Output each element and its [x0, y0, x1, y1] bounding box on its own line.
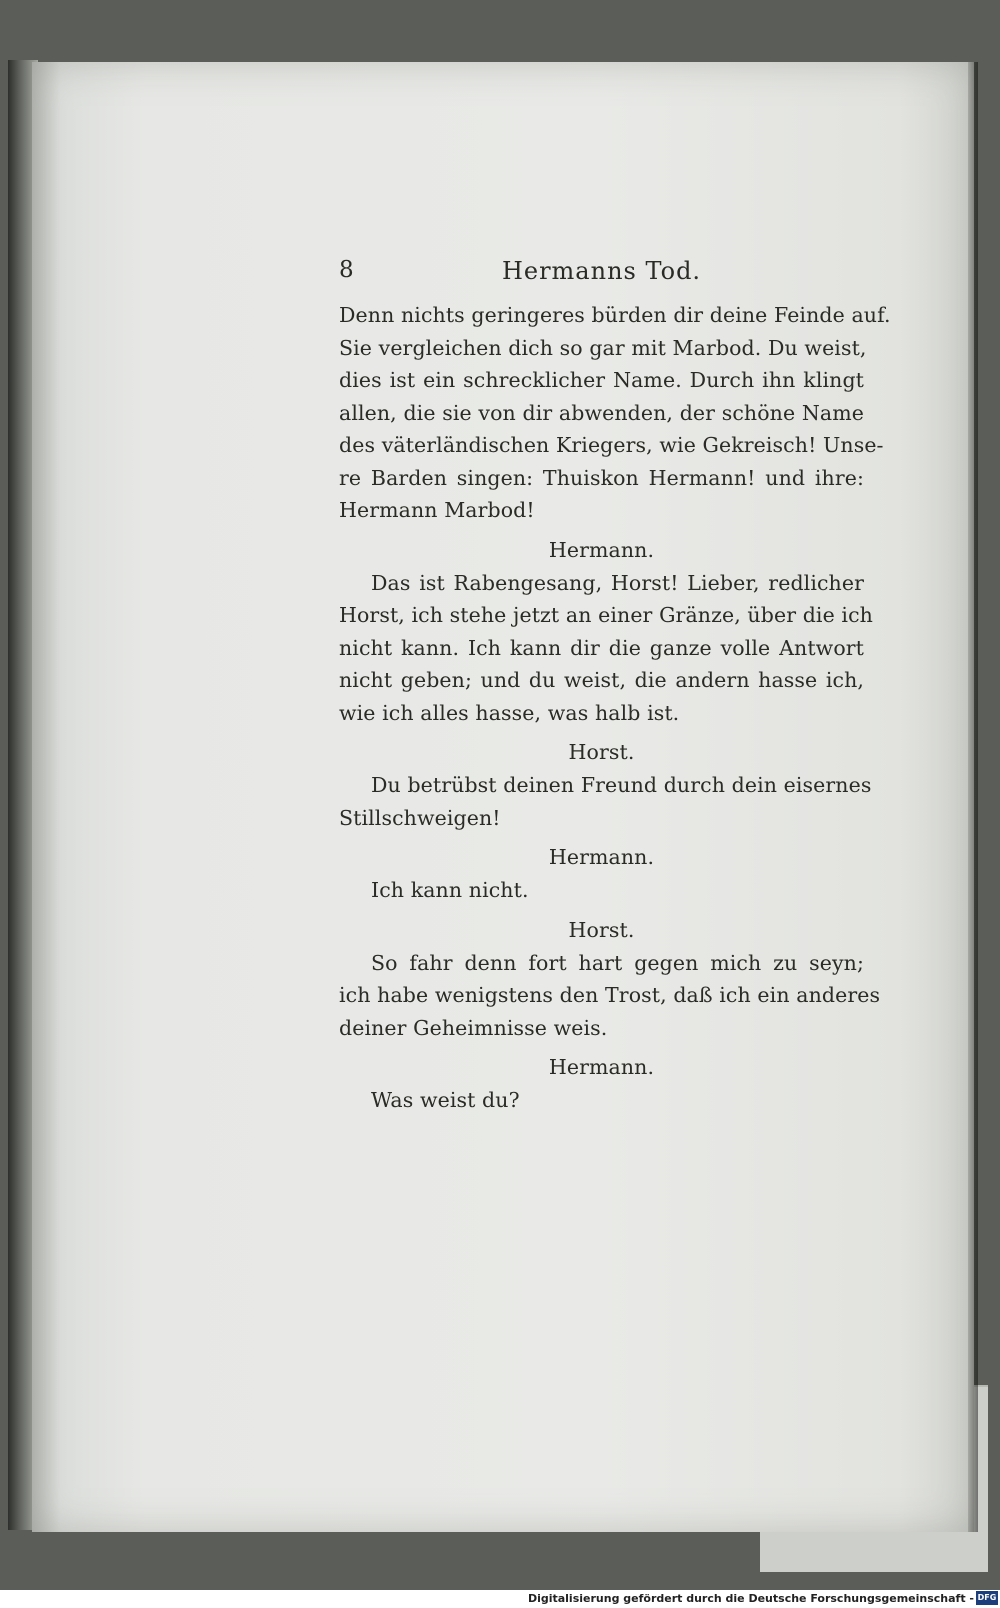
text-line: dies ist ein schrecklicher Name. Durch ihn klingt: [339, 368, 864, 392]
text-line: wie ich alles hasse, was halb ist.: [339, 700, 680, 725]
running-title: Hermanns Tod.: [501, 257, 702, 285]
text-line: ich habe wenigstens den Trost, daß ich ein anderes: [339, 983, 881, 1007]
text-line: Hermann Marbod!: [339, 498, 535, 522]
speaker-name: Hermann.: [548, 1055, 655, 1079]
text-line: Denn nichts geringeres bürden dir deine Feinde auf.: [339, 303, 891, 327]
text-line: re Barden singen: Thuiskon Hermann! und ihre:: [339, 465, 864, 490]
page-text: [339, 255, 891, 1117]
dialogue-block: [339, 729, 872, 834]
speaker-name: Horst.: [568, 740, 635, 764]
text-line: So fahr denn fort hart gegen mich zu seyn;: [371, 950, 864, 975]
text-line: Stillschweigen!: [339, 805, 501, 830]
text-line: nicht kann. Ich kann dir die ganze volle Antwort: [339, 635, 864, 660]
text-line: des väterländischen Kriegers, wie Gekreisch! Unse-: [339, 433, 884, 457]
dialogue-block: [339, 907, 881, 1045]
text-line: Horst, ich stehe jetzt an einer Gränze, über die ich: [339, 603, 873, 627]
paragraph: [339, 299, 891, 527]
text-line: deiner Geheimnisse weis.: [339, 1015, 608, 1040]
text-line: allen, die sie von dir abwenden, der schöne Name: [339, 400, 864, 425]
text-line: Ich kann nicht.: [371, 878, 529, 902]
text-line: Das ist Rabengesang, Horst! Lieber, redlicher: [371, 570, 864, 595]
page-header: [339, 255, 864, 299]
dialogue-block: [339, 834, 864, 907]
text-line: Was weist du?: [371, 1088, 520, 1112]
text-line: nicht geben; und du weist, die andern hasse ich,: [339, 668, 864, 692]
page-edge-shadow: [968, 62, 978, 1532]
text-line: Sie vergleichen dich so gar mit Marbod. Du weist,: [339, 335, 867, 360]
digitization-credit: Digitalisierung gefördert durch die Deutsche Forschungsgemeinschaft -: [527, 1592, 974, 1605]
page-number: 8: [339, 257, 354, 283]
speaker-name: Hermann.: [548, 537, 655, 562]
speaker-name: Horst.: [568, 917, 635, 942]
dialogue-block: [339, 1044, 864, 1117]
text-line: Du betrübst deinen Freund durch dein eisernes: [371, 773, 872, 797]
dfg-logo: DFG: [976, 1591, 998, 1605]
dialogue-block: [339, 527, 873, 730]
speaker-name: Hermann.: [548, 845, 655, 869]
